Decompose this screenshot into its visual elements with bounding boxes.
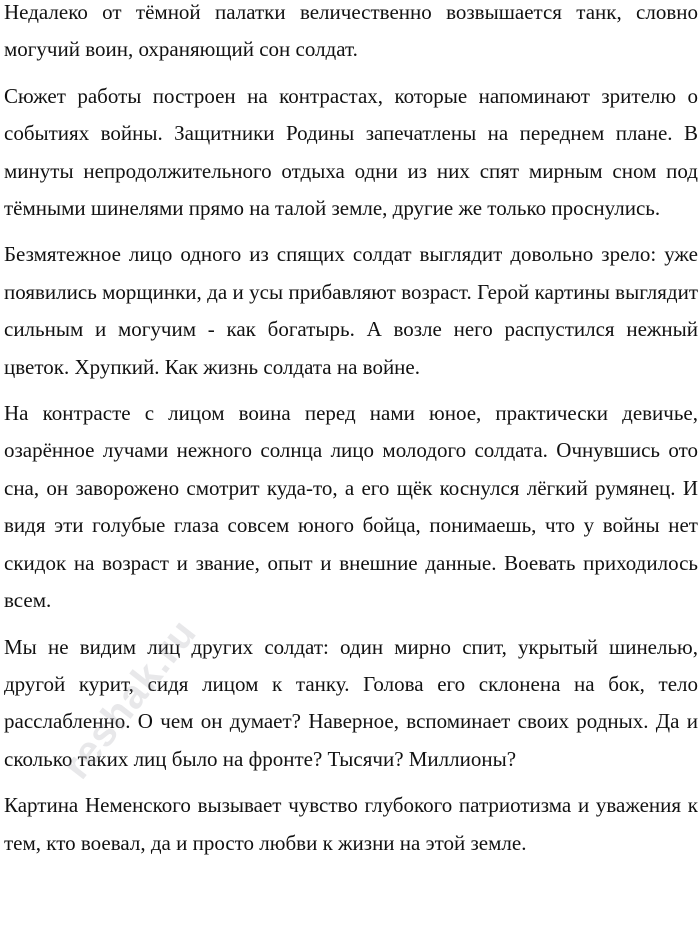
- paragraph-6: Картина Неменского вызывает чувство глубокого патриотизма и уважения к тем, кто воевал, да и просто любви к жизни на этой земле.: [4, 793, 698, 855]
- paragraph-2: Сюжет работы построен на контрастах, которые напоминают зрителю о событиях войны. Защитники Родины запечатлены на переднем плане. В минуты непродолжительного отдыха одни из них спят мирным сном под тёмными шинелями прямо на талой земле, другие же только проснулись.: [4, 83, 698, 221]
- paragraph-1: Недалеко от тёмной палатки величественно возвышается танк, словно могучий воин, охраняющий сон солдат.: [4, 0, 698, 62]
- paragraph-5: Мы не видим лиц других солдат: один мирно спит, укрытый шинелью, другой курит, сидя лицом к танку. Голова его склонена на бок, тело расслабленно. О чем он думает? Наверное, вспоминает своих родных. Да и сколько таких лиц было на фронте? Тысячи? Миллионы?: [4, 634, 698, 771]
- watermark: reshak.ru: [54, 610, 206, 788]
- paragraph-3: Безмятежное лицо одного из спящих солдат выглядит довольно зрело: уже появились морщинки, да и усы прибавляют возраст. Герой картины выглядит сильным и могучим - как богатырь. А возле него распустился нежный цветок. Хрупкий. Как жизнь солдата на войне.: [4, 242, 698, 379]
- paragraph-4: На контрасте с лицом воина перед нами юное, практически девичье, озарённое лучами нежного солнца лицо молодого солдата. Очнувшись ото сна, он заворожено смотрит куда-то, а его щёк коснулся лёгкий румянец. И видя эти голубые глаза совсем юного бойца, понимаешь, что у войны нет скидок на возраст и звание, опыт и внешние данные. Воевать приходилось всем.: [4, 401, 698, 613]
